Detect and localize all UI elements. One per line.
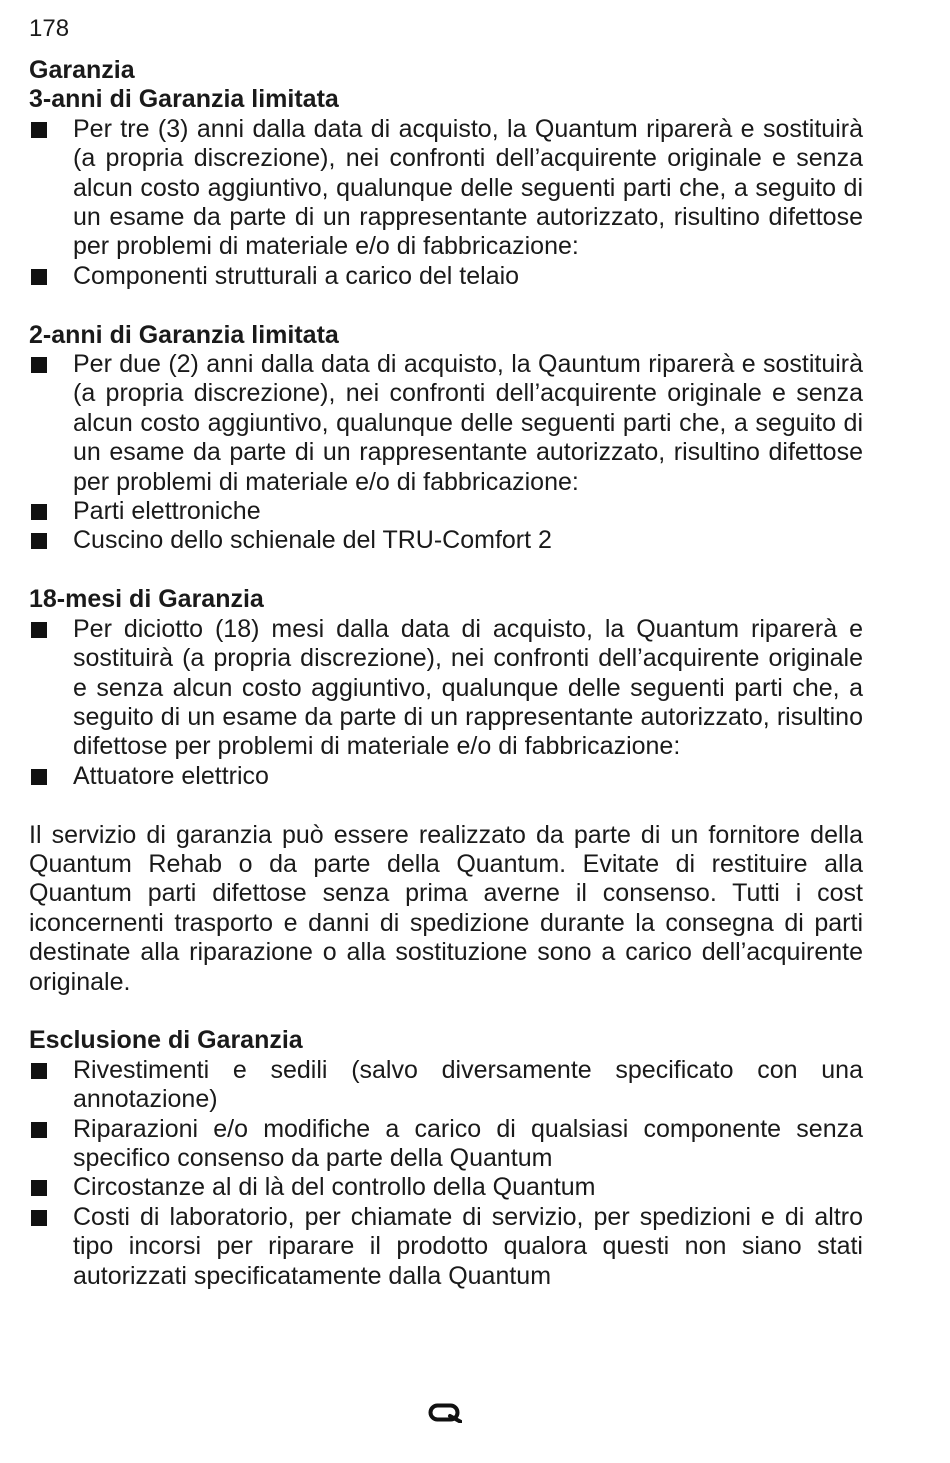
list-item-text: Riparazioni e/o modifiche a carico di qualsiasi componente senza specifico consenso da parte della Quantum bbox=[73, 1114, 863, 1172]
list-item bbox=[29, 1203, 863, 1291]
list-item-text: Cuscino dello schienale del TRU-Comfort 2 bbox=[73, 526, 552, 555]
service-section bbox=[29, 821, 863, 997]
list-item-text: Costi di laboratorio, per chiamate di servizio, per spedizioni e di altro tipo incorsi per riparare il prodotto qualora questi non siano stati autorizzati specificatamente dalla Quantum bbox=[73, 1202, 863, 1290]
quantum-q-logo-icon bbox=[428, 1403, 462, 1423]
list-item bbox=[29, 497, 863, 526]
list-item bbox=[29, 1056, 863, 1115]
section-heading: 18-mesi di Garanzia bbox=[29, 585, 264, 614]
square-bullet-icon bbox=[31, 122, 47, 138]
square-bullet-icon bbox=[31, 504, 47, 520]
list-item-text: Per diciotto (18) mesi dalla data di acquisto, la Quantum riparerà e sostituirà (a propria discrezione), nei confronti dell’acquirente originale e senza alcun costo aggiuntivo, qualunque delle seguenti parti che, a seguito di un esame da parte di un rappresentante autorizzato, risultino difettose per problemi di materiale e/o di fabbricazione: bbox=[73, 614, 863, 761]
section-3-year-warranty bbox=[29, 56, 863, 291]
section-heading: 3-anni di Garanzia limitata bbox=[29, 85, 339, 114]
list-item-text: Per due (2) anni dalla data di acquisto, la Qauntum riparerà e sostituirà (a propria discrezione), nei confronti dell’acquirente originale e senza alcun costo aggiuntivo, qualunque delle seguenti parti che, a seguito di un esame da parte di un rappresentante autorizzato, risultino difettose per problemi di materiale e/o di fabbricazione: bbox=[73, 350, 863, 496]
list-item-text: Parti elettroniche bbox=[73, 497, 261, 526]
section-exclusions bbox=[29, 1026, 863, 1291]
square-bullet-icon bbox=[31, 1122, 47, 1138]
list-item-text: Circostanze al di là del controllo della Quantum bbox=[73, 1173, 596, 1202]
bullet-list bbox=[29, 615, 863, 791]
square-bullet-icon bbox=[31, 1210, 47, 1226]
section-heading: Esclusione di Garanzia bbox=[29, 1026, 303, 1055]
list-item bbox=[29, 1115, 863, 1174]
page-title: Garanzia bbox=[29, 56, 135, 84]
square-bullet-icon bbox=[31, 769, 47, 785]
list-item bbox=[29, 262, 863, 291]
list-item bbox=[29, 115, 863, 262]
square-bullet-icon bbox=[31, 622, 47, 638]
square-bullet-icon bbox=[31, 269, 47, 285]
square-bullet-icon bbox=[31, 533, 47, 549]
list-item-text: Attuatore elettrico bbox=[73, 761, 269, 790]
section-18-month-warranty bbox=[29, 585, 863, 791]
list-item-text: Per tre (3) anni dalla data di acquisto, la Quantum riparerà e sostituirà (a propria discrezione), nei confronti dell’acquirente originale e senza alcun costo aggiuntivo, qualunque delle seguenti parti che, a seguito di un esame da parte di un rappresentante autorizzato, risultino difettose per problemi di materiale e/o di fabbricazione: bbox=[73, 114, 863, 261]
list-item bbox=[29, 1173, 863, 1202]
square-bullet-icon bbox=[31, 1180, 47, 1196]
bullet-list bbox=[29, 1056, 863, 1291]
list-item-text: Componenti strutturali a carico del telaio bbox=[73, 261, 520, 290]
section-2-year-warranty bbox=[29, 321, 863, 556]
section-heading: 2-anni di Garanzia limitata bbox=[29, 320, 339, 349]
list-item bbox=[29, 526, 863, 555]
service-paragraph: Il servizio di garanzia può essere realizzato da parte di un fornitore della Quantum Rehab o da parte della Quantum. Evitate di restituire alla Quantum parti difettose senza prima averne il consenso. Tutti i cost iconcernenti trasporto e danni di spedizione durante la consegna di parti destinate alla riparazione o alla sostituzione sono a carico dell’acquirente originale. bbox=[29, 820, 863, 996]
warranty-content bbox=[29, 56, 863, 1320]
list-item-text: Rivestimenti e sedili (salvo diversamente specificato con una annotazione) bbox=[73, 1055, 863, 1114]
bullet-list bbox=[29, 350, 863, 556]
list-item bbox=[29, 762, 863, 791]
square-bullet-icon bbox=[31, 1063, 47, 1079]
page-number: 178 bbox=[29, 15, 70, 42]
list-item bbox=[29, 350, 863, 497]
list-item bbox=[29, 615, 863, 762]
square-bullet-icon bbox=[31, 357, 47, 373]
bullet-list bbox=[29, 115, 863, 291]
